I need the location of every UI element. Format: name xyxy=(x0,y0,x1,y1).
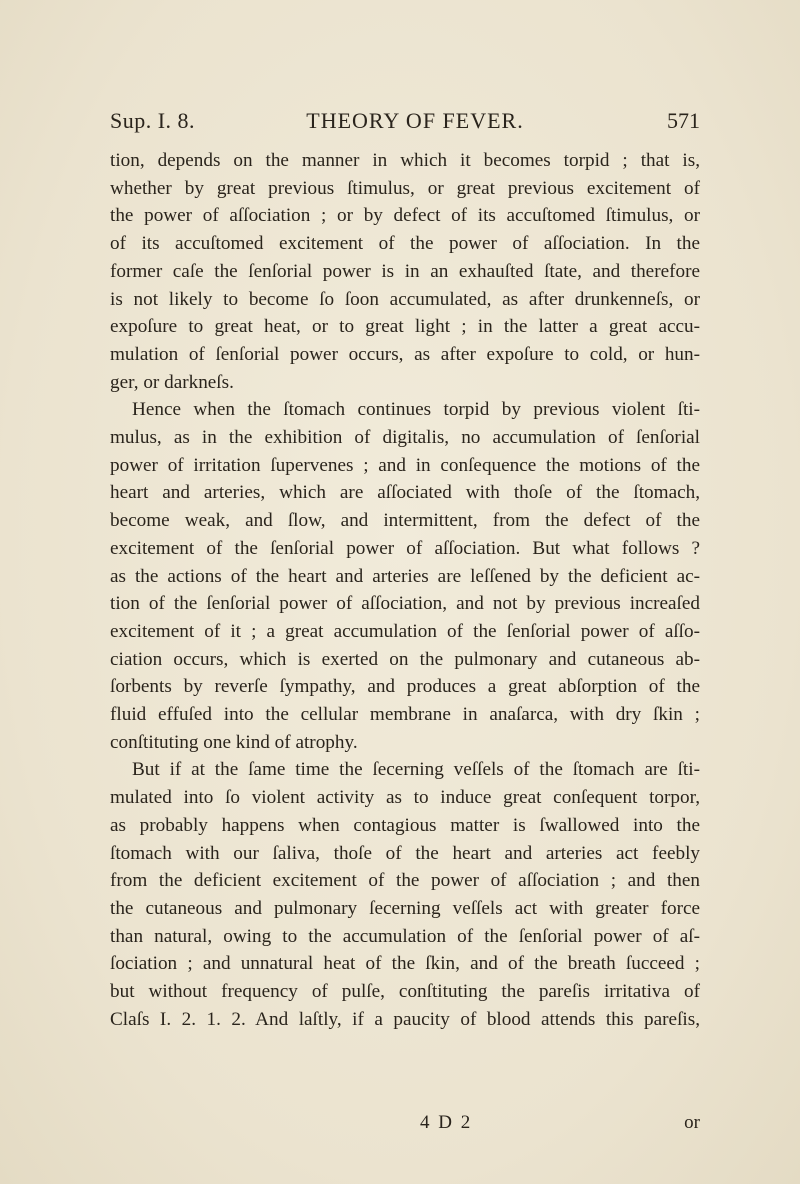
text-line: of its accuſtomed excitement of the power of aſſociation. In the xyxy=(110,233,700,255)
text-line: as the actions of the heart and arteries are leſſened by the deficient ac- xyxy=(110,565,700,587)
text-line: mulus, as in the exhibition of digitalis, no accumulation of ſenſorial xyxy=(110,427,700,449)
running-header xyxy=(110,108,700,140)
text-line: former caſe the ſenſorial power is in an exhauſted ſtate, and therefore xyxy=(110,260,700,282)
text-line: tion of the ſenſorial power of aſſociation, and not by previous increaſed xyxy=(110,593,700,615)
text-line: from the deficient excitement of the power of aſſociation ; and then xyxy=(110,870,700,892)
paragraph xyxy=(110,396,700,756)
text-line: Hence when the ſtomach continues torpid by previous violent ſti- xyxy=(132,399,700,421)
signature-mark: 4 D 2 xyxy=(420,1112,473,1133)
text-line: excitement of the ſenſorial power of aſſociation. But what follows ? xyxy=(110,537,700,559)
text-line: ciation occurs, which is exerted on the pulmonary and cutaneous ab- xyxy=(110,648,700,670)
text-line: ſorbents by reverſe ſympathy, and produces a great abſorption of the xyxy=(110,676,700,698)
section-reference: Sup. I. 8. xyxy=(110,108,196,133)
text-line: But if at the ſame time the ſecerning veſſels of the ſtomach are ſti- xyxy=(132,759,700,781)
paragraph xyxy=(110,756,700,1033)
page-footer xyxy=(110,1112,700,1140)
text-line: expoſure to great heat, or to great light ; in the latter a great accu- xyxy=(110,316,700,338)
text-line: as probably happens when contagious matter is ſwallowed into the xyxy=(110,814,700,836)
text-line: whether by great previous ſtimulus, or great previous excitement of xyxy=(110,177,700,199)
text-line: the power of aſſociation ; or by defect of its accuſtomed ſtimulus, or xyxy=(110,205,700,227)
paragraph xyxy=(110,147,700,396)
text-line: ger, or darkneſs. xyxy=(110,371,234,393)
text-line: power of irritation ſupervenes ; and in conſequence the motions of the xyxy=(110,454,700,476)
running-title: THEORY OF FEVER. xyxy=(306,108,524,133)
text-line: ſociation ; and unnatural heat of the ſkin, and of the breath ſucceed ; xyxy=(110,953,700,975)
page-number: 571 xyxy=(667,108,700,133)
text-line: than natural, owing to the accumulation of the ſenſorial power of aſ- xyxy=(110,925,700,947)
text-line: but without frequency of pulſe, conſtituting the pareſis irritativa of xyxy=(110,981,700,1003)
text-line: fluid effuſed into the cellular membrane in anaſarca, with dry ſkin ; xyxy=(110,704,700,726)
text-line: Claſs I. 2. 1. 2. And laſtly, if a paucity of blood attends this pareſis, xyxy=(110,1008,700,1030)
text-line: conſtituting one kind of atrophy. xyxy=(110,731,358,753)
catchword: or xyxy=(684,1112,700,1133)
text-line: become weak, and ſlow, and intermittent, from the defect of the xyxy=(110,510,700,532)
text-line: the cutaneous and pulmonary ſecerning veſſels act with greater force xyxy=(110,897,700,919)
text-line: is not likely to become ſo ſoon accumulated, as after drunkenneſs, or xyxy=(110,288,700,310)
text-line: ſtomach with our ſaliva, thoſe of the heart and arteries act feebly xyxy=(110,842,700,864)
text-line: heart and arteries, which are aſſociated with thoſe of the ſtomach, xyxy=(110,482,700,504)
text-line: tion, depends on the manner in which it becomes torpid ; that is, xyxy=(110,150,700,171)
body-text xyxy=(110,147,700,1034)
text-line: mulated into ſo violent activity as to induce great conſequent torpor, xyxy=(110,787,700,809)
text-line: excitement of it ; a great accumulation of the ſenſorial power of aſſo- xyxy=(110,620,700,642)
text-line: mulation of ſenſorial power occurs, as after expoſure to cold, or hun- xyxy=(110,343,700,365)
